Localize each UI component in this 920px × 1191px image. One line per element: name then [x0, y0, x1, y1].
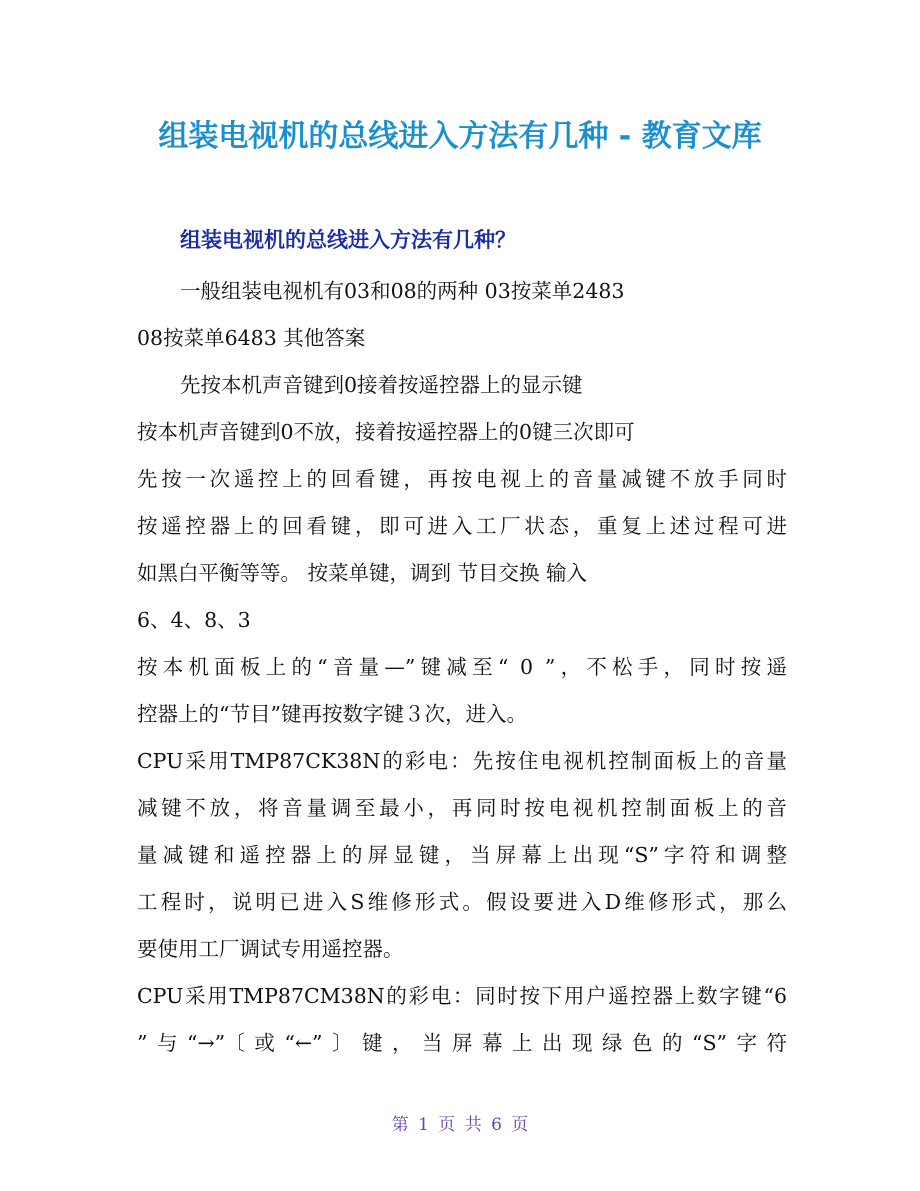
footer-total-unit: 页 [511, 1115, 529, 1135]
body-line: 按本机面板上的“音量—”键减至“ 0 ”，不松手，同时按遥 [137, 655, 787, 679]
footer-unit: 页 [438, 1115, 456, 1135]
body-line: 6、4、8、3 [137, 608, 251, 632]
footer-page-current: 1 [418, 1115, 429, 1135]
body-line: 08按菜单6483 其他答案 [137, 326, 366, 350]
body-line: 量减键和遥控器上的屏显键，当屏幕上出现“S”字符和调整 [137, 843, 787, 867]
body-line: 减键不放，将音量调至最小，再同时按电视机控制面板上的音 [137, 796, 787, 820]
body-line: 如黑白平衡等等。 按菜单键，调到 节目交换 输入 [137, 561, 588, 585]
body-line: CPU采用TMP87CM38N的彩电：同时按下用户遥控器上数字键“6 [137, 984, 787, 1008]
footer-total-prefix: 共 [464, 1115, 482, 1135]
body-line: 一般组装电视机有03和08的两种 03按菜单2483 [180, 279, 625, 303]
body-line: 按遥控器上的回看键，即可进入工厂状态，重复上述过程可进 [137, 514, 787, 538]
body-line: CPU采用TMP87CK38N的彩电：先按住电视机控制面板上的音量 [137, 749, 787, 773]
page-footer [0, 1113, 920, 1137]
section-heading: 组装电视机的总线进入方法有几种？ [180, 228, 516, 252]
footer-prefix: 第 [391, 1115, 409, 1135]
body-line: 按本机声音键到0不放，接着按遥控器上的0键三次即可 [137, 420, 635, 444]
footer-page-total: 6 [491, 1115, 502, 1135]
body-line: 要使用工厂调试专用遥控器。 [137, 937, 404, 961]
body-line: ”与“→”〔或“←”〕键，当屏幕上出现绿色的“S”字符 [137, 1031, 787, 1055]
document-title: 组装电视机的总线进入方法有几种 - 教育文库 [158, 119, 762, 154]
body-line: 工程时，说明已进入S维修形式。假设要进入D维修形式，那么 [137, 890, 787, 914]
body-line: 先按本机声音键到0接着按遥控器上的显示键 [180, 373, 583, 397]
body-line: 控器上的“节目”键再按数字键３次，进入。 [137, 702, 527, 726]
body-line: 先按一次遥控上的回看键，再按电视上的音量减键不放手同时 [137, 467, 787, 491]
document-body [137, 268, 787, 1067]
